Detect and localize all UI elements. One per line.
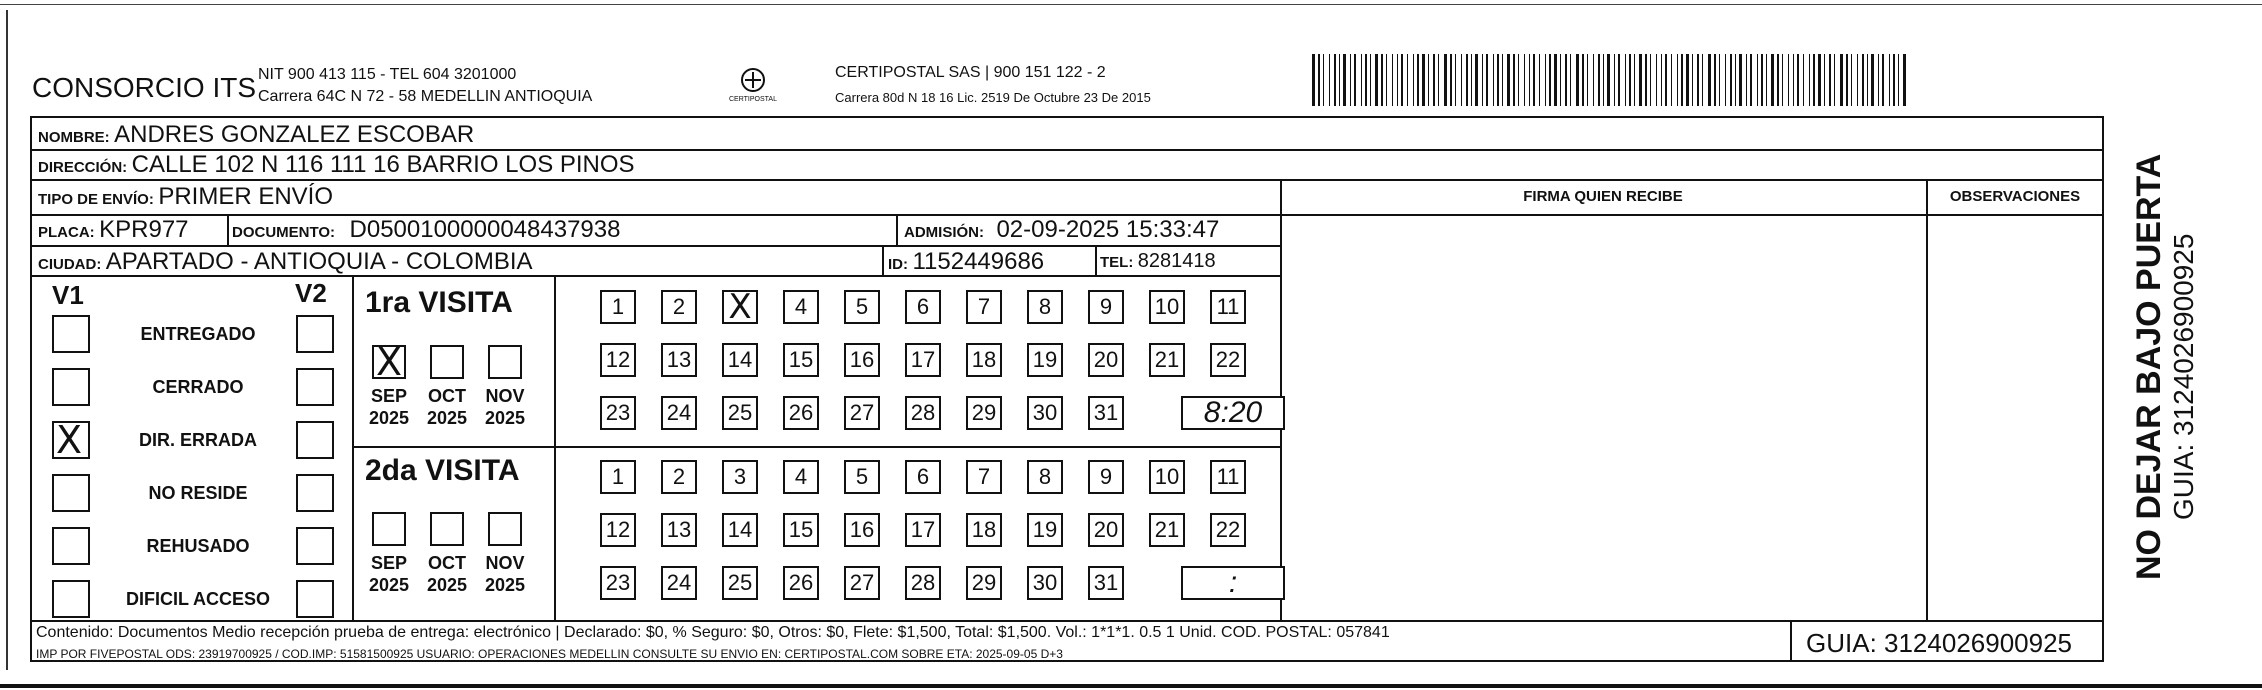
footer-border (30, 620, 2104, 662)
barcode-bar (1386, 54, 1387, 106)
first-visit-label: 1ra VISITA (365, 286, 513, 319)
v2-checkbox[interactable] (296, 421, 334, 459)
month-label: NOV 2025 (484, 386, 526, 428)
month-checkbox[interactable] (372, 340, 406, 384)
barcode-bar (1882, 54, 1884, 106)
day-box[interactable]: 3 (722, 460, 758, 494)
barcode-bar (1840, 54, 1843, 106)
day-box[interactable]: 12 (600, 513, 636, 547)
barcode-bar (1507, 54, 1510, 106)
barcode-bar (1735, 54, 1736, 106)
barcode-bar (1671, 54, 1672, 106)
barcode-bar (1524, 54, 1525, 106)
documento-label: DOCUMENTO: (232, 224, 336, 241)
barcode-bar (1493, 54, 1494, 106)
id-separator (1095, 245, 1097, 275)
barcode-bar (1788, 54, 1789, 106)
day-box[interactable]: 9 (1088, 460, 1124, 494)
company-info-line2: Carrera 64C N 72 - 58 MEDELLIN ANTIOQUIA (258, 88, 593, 105)
barcode-bar (1392, 54, 1393, 106)
margin-stroke (6, 10, 8, 670)
status-label: ENTREGADO (140, 324, 256, 344)
barcode-bar (1607, 54, 1610, 106)
barcode-bar (1829, 54, 1831, 106)
barcode-bar (1560, 54, 1561, 106)
barcode-bar (1618, 54, 1620, 106)
day-box[interactable]: 12 (600, 343, 636, 377)
barcode-bar (1862, 54, 1864, 106)
day-box[interactable]: 25 (722, 396, 758, 430)
barcode-bar (1570, 54, 1571, 106)
barcode-bar (1639, 54, 1642, 106)
month-checkbox[interactable] (430, 345, 464, 379)
v1-checkbox[interactable] (52, 580, 90, 618)
admision-field (904, 216, 1219, 244)
barcode-bar (1401, 54, 1403, 106)
barcode-bar (1486, 54, 1488, 106)
ciudad-value: APARTADO - ANTIOQUIA - COLOMBIA (105, 248, 533, 275)
barcode-bar (1518, 54, 1519, 106)
month-label: SEP 2025 (368, 553, 410, 595)
barcode-bar (1803, 54, 1804, 106)
day-box[interactable]: 14 (722, 513, 758, 547)
day-box[interactable]: 23 (600, 396, 636, 430)
barcode-bar (1650, 54, 1651, 106)
barcode-bar (1417, 54, 1419, 106)
side-text (2110, 140, 2199, 580)
barcode-bar (1771, 54, 1774, 106)
barcode-bar (1422, 54, 1425, 106)
barcode-bar (1871, 54, 1874, 106)
barcode (1312, 54, 1912, 106)
barcode-bar (1686, 54, 1689, 106)
barcode-bar (1375, 54, 1378, 106)
row-line-4 (30, 245, 1280, 247)
barcode-bar (1350, 54, 1351, 106)
barcode-bar (1851, 54, 1852, 106)
day-box[interactable]: 30 (1027, 396, 1063, 430)
nombre-value: ANDRES GONZALEZ ESCOBAR (114, 121, 475, 148)
no-dejar-warning: NO DEJAR BAJO PUERTA (2130, 153, 2168, 580)
carrier-line1: CERTIPOSTAL SAS | 900 151 122 - 2 (835, 64, 1106, 81)
footer-guia: GUIA: 3124026900925 (1806, 628, 2072, 658)
ciudad-separator (882, 245, 884, 275)
second-visit-label: 2da VISITA (365, 454, 520, 487)
day-box[interactable]: 26 (783, 396, 819, 430)
barcode-bar (1370, 54, 1371, 106)
carrier-line2: Carrera 80d N 18 16 Lic. 2519 De Octubre 23 De 2015 (835, 90, 1151, 105)
placa-value: KPR977 (99, 216, 189, 243)
day-box[interactable]: 15 (783, 343, 819, 377)
time-box[interactable]: 8:20 (1181, 396, 1285, 430)
status-divider (352, 275, 354, 622)
barcode-bar (1497, 54, 1499, 106)
day-box[interactable]: 16 (844, 343, 880, 377)
company-name: CONSORCIO ITS (32, 72, 257, 103)
tel-value: 8281418 (1137, 250, 1216, 272)
day-box[interactable]: 31 (1088, 396, 1124, 430)
tipo-value: PRIMER ENVÍO (158, 183, 334, 210)
barcode-bar (1576, 54, 1579, 106)
v2-checkbox[interactable] (296, 580, 334, 618)
status-label: NO RESIDE (148, 483, 248, 503)
v1-checkbox[interactable] (52, 527, 90, 565)
day-box[interactable]: 28 (905, 396, 941, 430)
v2-checkbox[interactable] (296, 527, 334, 565)
barcode-bar (1629, 54, 1631, 106)
day-box[interactable]: 9 (1088, 290, 1124, 324)
day-box[interactable]: 20 (1088, 343, 1124, 377)
admision-value: 02-09-2025 15:33:47 (996, 216, 1220, 243)
status-label: CERRADO (152, 377, 244, 397)
barcode-bar (1702, 54, 1703, 106)
day-box[interactable]: 31 (1088, 566, 1124, 600)
tel-field (1100, 250, 1216, 273)
barcode-bar (1407, 54, 1408, 106)
barcode-bar (1598, 54, 1600, 106)
barcode-bar (1545, 54, 1546, 106)
placa-label: PLACA: (38, 224, 95, 241)
v2-checkbox[interactable] (296, 368, 334, 406)
day-box[interactable]: 8 (1027, 460, 1063, 494)
day-box[interactable]: 17 (905, 513, 941, 547)
barcode-bar (1889, 54, 1890, 106)
month-label: NOV 2025 (484, 553, 526, 595)
tipo-row (38, 183, 333, 211)
barcode-bar (1554, 54, 1557, 106)
day-box[interactable]: 4 (783, 460, 819, 494)
barcode-bar (1539, 54, 1540, 106)
barcode-bar (1739, 54, 1742, 106)
barcode-bar (1719, 54, 1720, 106)
day-box[interactable]: 8 (1027, 290, 1063, 324)
direccion-value: CALLE 102 N 116 111 16 BARRIO LOS PINOS (131, 151, 635, 178)
documento-separator (896, 214, 898, 245)
ciudad-label: CIUDAD: (38, 256, 102, 273)
v1-checkbox[interactable] (52, 315, 90, 353)
barcode-bar (1645, 54, 1647, 106)
day-box[interactable]: 1 (600, 290, 636, 324)
day-box[interactable]: 7 (966, 460, 1002, 494)
barcode-bar (1444, 54, 1447, 106)
day-box[interactable]: 27 (844, 566, 880, 600)
month-checkbox[interactable] (430, 512, 464, 546)
barcode-bar (1361, 54, 1362, 106)
barcode-bar (1782, 54, 1783, 106)
months-divider (554, 275, 556, 622)
obs-separator (1926, 179, 1928, 622)
placa-field (38, 216, 189, 244)
company-info-line1: NIT 900 413 115 - TEL 604 3201000 (258, 66, 517, 83)
barcode-bar (1777, 54, 1779, 106)
v1-label: V1 (52, 280, 84, 310)
id-field (888, 248, 1044, 276)
month-label: SEP 2025 (368, 386, 410, 428)
check-mark: X (56, 418, 83, 462)
visit-divider (352, 446, 1280, 448)
barcode-bar (1761, 54, 1763, 106)
barcode-bar (1656, 54, 1657, 106)
barcode-bar (1433, 54, 1435, 106)
status-label: DIFICIL ACCESO (125, 589, 270, 609)
day-box[interactable]: 11 (1210, 460, 1246, 494)
barcode-bar (1750, 54, 1752, 106)
documento-field (232, 216, 620, 244)
day-box[interactable]: 2 (661, 460, 697, 494)
barcode-bar (1318, 54, 1320, 106)
barcode-bar (1681, 54, 1683, 106)
day-box[interactable]: 18 (966, 343, 1002, 377)
barcode-bar (1725, 54, 1726, 106)
barcode-bar (1834, 54, 1835, 106)
day-box[interactable]: 21 (1149, 343, 1185, 377)
day-box[interactable]: 22 (1210, 513, 1246, 547)
v2-checkbox[interactable] (296, 474, 334, 512)
barcode-bar (1697, 54, 1699, 106)
day-box[interactable]: 19 (1027, 513, 1063, 547)
barcode-bar (1766, 54, 1767, 106)
carrier-logo-icon (730, 62, 776, 108)
bottom-edge (0, 684, 2262, 688)
barcode-bar (1757, 54, 1758, 106)
day-box[interactable]: 16 (844, 513, 880, 547)
day-box[interactable]: 19 (1027, 343, 1063, 377)
barcode-bar (1730, 54, 1732, 106)
barcode-bar (1593, 54, 1594, 106)
day-box[interactable]: 10 (1149, 460, 1185, 494)
barcode-bar (1692, 54, 1693, 106)
barcode-bar (1714, 54, 1716, 106)
month-checkbox[interactable] (488, 345, 522, 379)
barcode-bar (1329, 54, 1330, 106)
firma-label: FIRMA QUIEN RECIBE (1523, 188, 1683, 205)
v2-label: V2 (295, 278, 327, 308)
day-box[interactable]: 13 (661, 513, 697, 547)
direccion-row (38, 151, 635, 179)
barcode-bar (1354, 54, 1356, 106)
top-edge (0, 4, 2262, 5)
barcode-bar (1397, 54, 1398, 106)
tipo-label: TIPO DE ENVÍO: (38, 191, 154, 208)
row-line-2 (30, 179, 2104, 181)
barcode-bar (1708, 54, 1711, 106)
logo-text: CERTIPOSTAL (729, 96, 777, 103)
barcode-bar (1614, 54, 1615, 106)
nombre-row (38, 121, 474, 149)
barcode-bar (1339, 54, 1340, 106)
day-box[interactable]: 24 (661, 396, 697, 430)
footer-line2: IMP POR FIVEPOSTAL ODS: 23919700925 / COD.IMP: 51581500925 USUARIO: OPERACIONES MEDELLIN CONSULTE SU ENVIO EN: CERTIPOSTAL.COM SOBRE ETA: 2025-09-05 D+3 (36, 647, 1063, 661)
time-box[interactable]: : (1181, 566, 1285, 600)
day-box[interactable]: 13 (661, 343, 697, 377)
month-checkbox[interactable] (372, 512, 406, 546)
barcode-bar (1797, 54, 1799, 106)
day-box[interactable]: 5 (844, 290, 880, 324)
month-label: OCT 2025 (426, 386, 468, 428)
day-box[interactable]: 2 (661, 290, 697, 324)
barcode-bar (1381, 54, 1383, 106)
barcode-bar (1846, 54, 1848, 106)
barcode-bar (1323, 54, 1324, 106)
barcode-bar (1582, 54, 1584, 106)
day-box[interactable]: 25 (722, 566, 758, 600)
observaciones-label: OBSERVACIONES (1949, 188, 2081, 205)
barcode-bar (1625, 54, 1626, 106)
barcode-bar (1824, 54, 1825, 106)
barcode-bar (1455, 54, 1456, 106)
direccion-label: DIRECCIÓN: (38, 159, 128, 176)
id-label: ID: (888, 256, 908, 273)
barcode-bar (1903, 54, 1906, 106)
day-box[interactable]: 10 (1149, 290, 1185, 324)
barcode-bar (1502, 54, 1503, 106)
day-box[interactable]: 24 (661, 566, 697, 600)
barcode-bar (1809, 54, 1810, 106)
barcode-bar (1471, 54, 1472, 106)
v1-checkbox[interactable] (52, 474, 90, 512)
day-box[interactable]: 4 (783, 290, 819, 324)
barcode-bar (1475, 54, 1478, 106)
barcode-bar (1565, 54, 1567, 106)
barcode-bar (1603, 54, 1604, 106)
barcode-bar (1549, 54, 1551, 106)
barcode-bar (1898, 54, 1899, 106)
barcode-bar (1634, 54, 1635, 106)
day-box[interactable]: 30 (1027, 566, 1063, 600)
side-guia: GUIA: 3124026900925 (2168, 233, 2199, 520)
day-box[interactable]: 27 (844, 396, 880, 430)
barcode-bar (1867, 54, 1868, 106)
ciudad-field (38, 248, 533, 276)
day-box[interactable]: 23 (600, 566, 636, 600)
month-checkbox[interactable] (488, 512, 522, 546)
day-box[interactable]: 5 (844, 460, 880, 494)
barcode-bar (1482, 54, 1483, 106)
barcode-bar (1818, 54, 1821, 106)
day-box[interactable]: X (722, 290, 758, 324)
day-box[interactable]: 18 (966, 513, 1002, 547)
barcode-bar (1533, 54, 1535, 106)
barcode-bar (1746, 54, 1747, 106)
barcode-bar (1466, 54, 1468, 106)
day-box[interactable]: 26 (783, 566, 819, 600)
id-value: 1152449686 (912, 248, 1045, 275)
day-box[interactable]: 7 (966, 290, 1002, 324)
v2-checkbox[interactable] (296, 315, 334, 353)
barcode-bar (1365, 54, 1367, 106)
admision-label: ADMISIÓN: (904, 224, 984, 241)
day-box[interactable]: 6 (905, 290, 941, 324)
barcode-bar (1428, 54, 1429, 106)
day-box[interactable]: 14 (722, 343, 758, 377)
day-box[interactable]: 28 (905, 566, 941, 600)
barcode-bar (1312, 54, 1315, 106)
v1-checkbox[interactable] (52, 368, 90, 406)
barcode-bar (1438, 54, 1439, 106)
day-box[interactable]: 21 (1149, 513, 1185, 547)
barcode-bar (1665, 54, 1667, 106)
day-box[interactable]: 17 (905, 343, 941, 377)
barcode-bar (1893, 54, 1895, 106)
barcode-bar (1461, 54, 1462, 106)
barcode-bar (1450, 54, 1452, 106)
barcode-bar (1857, 54, 1858, 106)
day-box[interactable]: 22 (1210, 343, 1246, 377)
status-label: REHUSADO (146, 536, 250, 556)
tel-label: TEL: (1100, 254, 1134, 271)
barcode-bar (1513, 54, 1515, 106)
day-box[interactable]: 15 (783, 513, 819, 547)
barcode-bar (1793, 54, 1794, 106)
barcode-bar (1413, 54, 1414, 106)
placa-separator (227, 214, 229, 245)
nombre-label: NOMBRE: (38, 129, 110, 146)
day-box[interactable]: 11 (1210, 290, 1246, 324)
barcode-bar (1587, 54, 1588, 106)
status-label: DIR. ERRADA (138, 430, 257, 450)
check-mark: X (376, 340, 403, 384)
month-label: OCT 2025 (426, 553, 468, 595)
barcode-bar (1334, 54, 1336, 106)
day-box[interactable]: 20 (1088, 513, 1124, 547)
barcode-bar (1878, 54, 1879, 106)
day-box[interactable]: 6 (905, 460, 941, 494)
barcode-bar (1677, 54, 1678, 106)
barcode-bar (1661, 54, 1662, 106)
barcode-bar (1529, 54, 1530, 106)
footer-line1: Contenido: Documentos Medio recepción prueba de entrega: electrónico | Declarado: $0, % Seguro: $0, Otros: $0, Flete: $1,500, Total: $1,500. Vol.: 1*1*1. 0.5 1 Unid. COD. POSTAL: 057841 (36, 624, 1390, 641)
barcode-bar (1813, 54, 1815, 106)
barcode-bar (1343, 54, 1346, 106)
day-box[interactable]: 1 (600, 460, 636, 494)
day-box[interactable]: 29 (966, 566, 1002, 600)
documento-value: D0500100000048437938 (349, 216, 621, 243)
day-box[interactable]: 29 (966, 396, 1002, 430)
v1-checkbox[interactable] (52, 418, 90, 462)
